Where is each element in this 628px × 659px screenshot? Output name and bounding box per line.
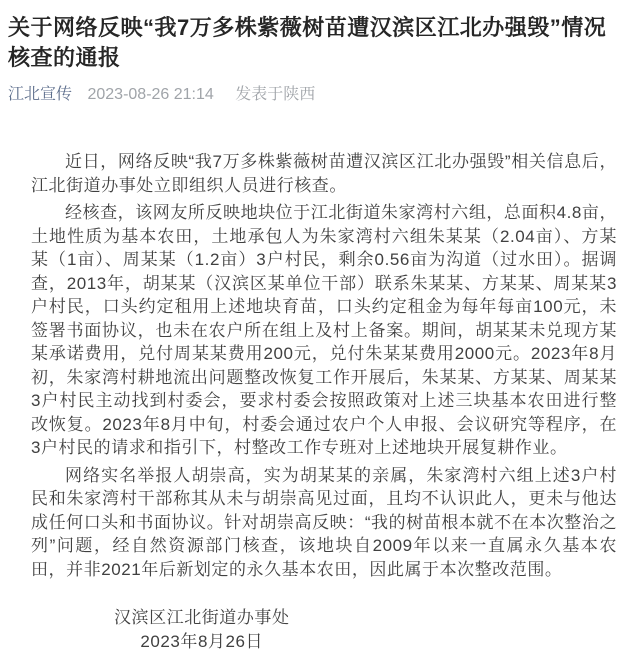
account-name-link[interactable]: 江北宣传	[8, 86, 73, 103]
publish-time: 2023-08-26 21:14	[87, 86, 214, 103]
article-meta	[8, 85, 620, 105]
signature-block	[114, 606, 290, 653]
publish-location: 发表于陕西	[235, 86, 316, 103]
signature-date: 2023年8月26日	[140, 631, 264, 651]
article-paragraph: 网络实名举报人胡崇高，实为胡某某的亲属，朱家湾村六组上述3户村民和朱家湾村干部称其从未与胡崇高见过面，且均不认识此人，更未与他达成任何口头和书面协议。针对胡崇高反映：“我的树苗根本就不在本次整治之列”问题，经自然资源部门核查，该地块自2009年以来一直属永久基本农田，并非2021年后新划定的永久基本农田，因此属于本次整改范围。	[31, 465, 617, 579]
signature-organization: 汉滨区江北街道办事处	[114, 608, 290, 627]
article-body	[8, 150, 620, 653]
article-paragraph: 近日，网络反映“我7万多株紫薇树苗遭汉滨区江北办强毁”相关信息后，江北街道办事处立即组织人员进行核查。	[31, 152, 617, 195]
article-title: 关于网络反映“我7万多株紫薇树苗遭汉滨区江北办强毁”情况核查的通报	[8, 15, 607, 70]
article-paragraph: 经核查，该网友所反映地块位于江北街道朱家湾村六组，总面积4.8亩，土地性质为基本农田，土地承包人为朱家湾村六组朱某某（2.04亩）、方某某（1亩）、周某某（1.2亩）3户村民，剩余0.56亩为沟道（过水田）。据调查，2013年，胡某某（汉滨区某单位干部）联系朱某某、方某某、周某某3户村民，口头约定租用上述地块育苗，口头约定租金为每年每亩100元，未签署书面协议，也未在农户所在组上及村上备案。期间，胡某某未兑现方某某承诺费用，兑付周某某费用200元，兑付朱某某费用2000元。2023年8月初，朱家湾村耕地流出问题整改恢复工作开展后，朱某某、方某某、周某某3户村民主动找到村委会，要求村委会按照政策对上述三块基本农田进行整改恢复。2023年8月中旬，村委会通过农户个人申报、会议研究等程序，在3户村民的请求和指引下，村整改工作专班对上述地块开展复耕作业。	[31, 203, 617, 457]
